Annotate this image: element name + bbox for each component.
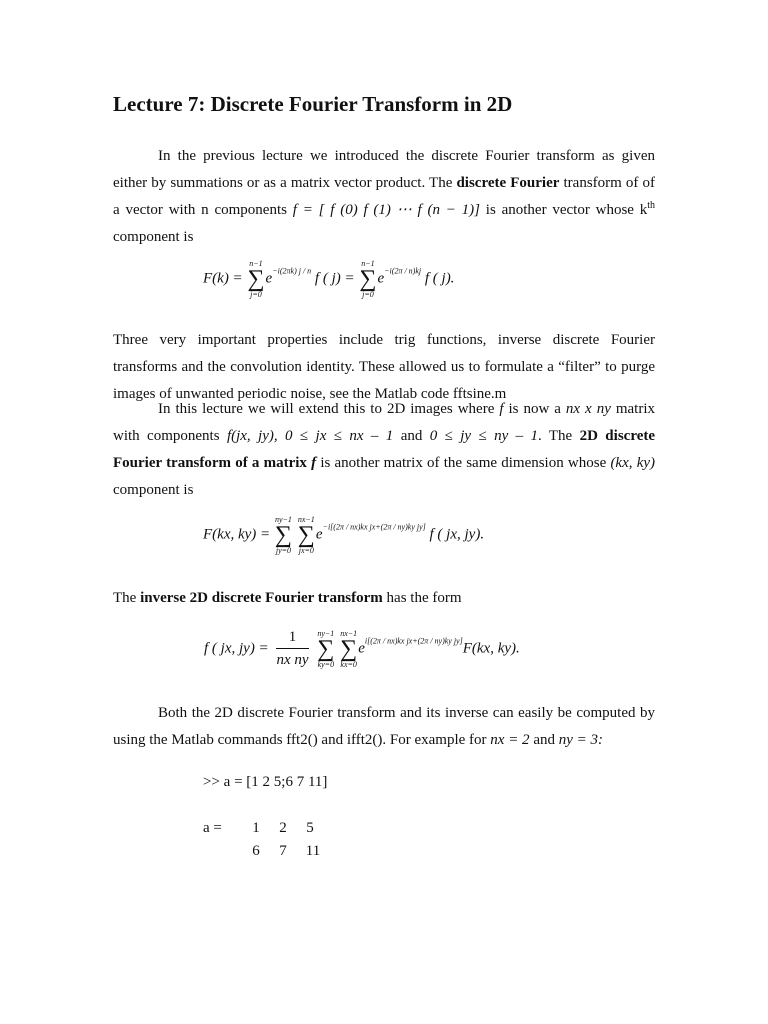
matrix-cell: 5: [306, 820, 314, 836]
matrix-cell: 6: [252, 843, 260, 859]
text-line: In the previous lecture we introduced the discrete Fourier transform as given: [158, 148, 655, 164]
text-line: either by summations or as a matrix vector product. The discrete Fourier transform of of: [113, 175, 655, 191]
text-line: Three very important properties include trig functions, inverse discrete Fourier: [113, 332, 655, 348]
inverse-heading-paragraph: [113, 585, 655, 612]
matrix-cell: 2: [279, 820, 287, 836]
extension-paragraph: [113, 396, 655, 504]
text-line: with components f(jx, jy), 0 ≤ jx ≤ nx – 1 and 0 ≤ jy ≤ ny – 1. The 2D discrete: [113, 428, 656, 444]
dft-2d-equation: F(kx, ky) = ny−1 ∑ jy=0 nx−1 ∑ jx=0 $e^{-i[(2\pi / nx)kx jx+(2\pi / ny)ky jy]}$ f ( jx, jy).: [203, 515, 485, 555]
matrix-cell: 7: [279, 843, 287, 859]
intro-paragraph: [113, 143, 655, 251]
text-line: In this lecture we will extend this to 2D images where f is now a nx x ny matrix: [158, 401, 655, 417]
sum-symbol: n−1 ∑ j=0: [247, 259, 265, 299]
matlab-command: >> a = [1 2 5;6 7 11]: [203, 774, 328, 790]
text-line: Both the 2D discrete Fourier transform and its inverse can easily be computed by: [158, 705, 655, 721]
vector-definition: f = [ f (0) f (1) ⋯ f (n − 1)]: [292, 202, 480, 218]
text-line: Fourier transform of a matrix f is another matrix of the same dimension whose (kx, ky): [113, 455, 655, 471]
text-line: images of unwanted periodic noise, see the Matlab code fftsine.m: [113, 386, 507, 402]
text-line: using the Matlab commands fft2() and ifft2(). For example for nx = 2 and ny = 3:: [113, 732, 604, 748]
sum-symbol: ny−1 ∑ jy=0: [274, 515, 293, 555]
dft-1d-equation: F(k) = n−1 ∑ j=0 $e^{-i(2\pi k) j / n}$ f ( j) = n−1 ∑ j=0 $e^{-i(2\pi / n)kj}$ f ( j).: [203, 259, 455, 299]
sum-symbol: nx−1 ∑ kx=0: [340, 629, 358, 669]
fraction: $\frac{1}{\text{nx ny}}$: [276, 629, 309, 668]
matrix-cell: 1: [252, 820, 260, 836]
text-line: component is: [113, 482, 194, 498]
sum-symbol: nx−1 ∑ jx=0: [297, 515, 315, 555]
text-line: The inverse 2D discrete Fourier transform has the form: [113, 590, 462, 606]
text-line: a vector with n components f = [ f (0) f (1) ⋯ f (n − 1)] is another vector whose $k^{th}$: [113, 200, 656, 218]
idft-2d-equation: f ( jx, jy) = $\frac{1}{\text{nx ny}}$ ny−1 ∑ ky=0 nx−1 ∑ kx=0 $e^{i[(2\pi / nx)kx jx+(2\pi / ny)ky jy]}F(kx$, ky).: [204, 629, 520, 669]
text-line: transforms and the convolution identity. These allowed us to formulate a “filter” to purge: [113, 359, 655, 375]
matlab-paragraph: [113, 700, 655, 754]
matrix-row: [241, 820, 331, 840]
sum-symbol: ny−1 ∑ ky=0: [317, 629, 335, 669]
sum-symbol: n−1 ∑ j=0: [359, 259, 377, 299]
bold-term: discrete Fourier: [456, 175, 560, 191]
page-title: Lecture 7: Discrete Fourier Transform in 2D: [113, 92, 513, 116]
text-line: component is: [113, 229, 194, 245]
matrix-cell: 11: [305, 843, 321, 859]
matrix-label: a =: [203, 820, 222, 836]
matrix-row: [241, 843, 331, 863]
